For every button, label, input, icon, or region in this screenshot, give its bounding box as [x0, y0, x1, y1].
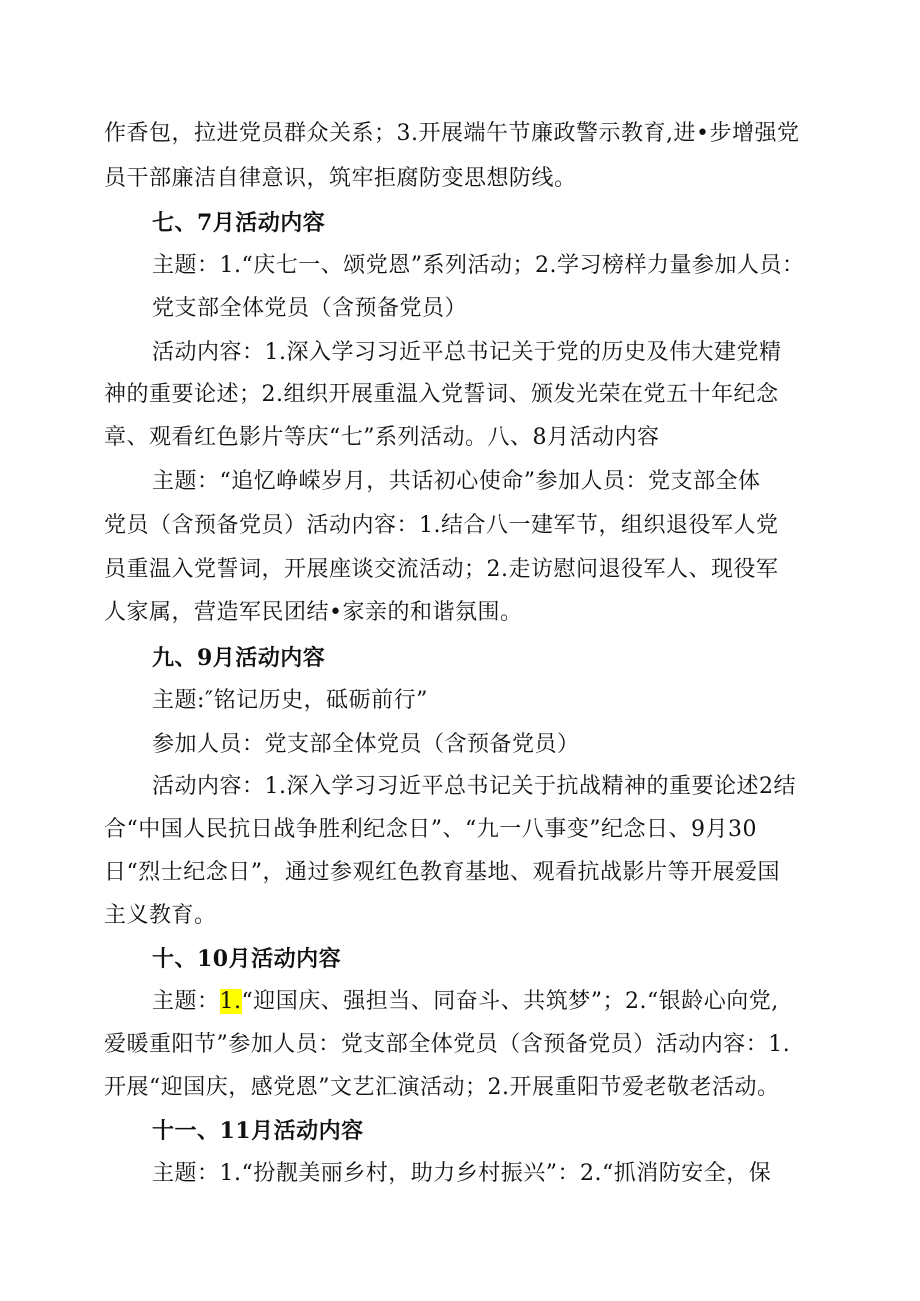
paragraph-line: 作香包，拉进党员群众关系；3.开展端午节廉政警示教育,进•步增强党	[104, 121, 800, 146]
paragraph-line: 参加人员：党支部全体党员（含预备党员）	[152, 732, 580, 757]
paragraph-line: 主题：1.“庆七一、颂党恩”系列活动；2.学习榜样力量参加人员：	[152, 253, 805, 278]
paragraph-line: 主题:″铭记历史，砥砺前行”	[152, 688, 428, 713]
paragraph-line: 党员（含预备党员）活动内容：1.结合八一建军节，组织退役军人党	[104, 513, 779, 538]
section-heading-september: 九、9月活动内容	[152, 645, 326, 671]
paragraph-line: 员干部廉洁自律意识，筑牢拒腐防变思想防线。	[104, 166, 577, 191]
paragraph-line: 人家属，营造军民团结•家亲的和谐氛围。	[104, 600, 523, 625]
paragraph-line: 日“烈士纪念日”，通过参观红色教育基地、观看抗战影片等开展爱国	[104, 860, 780, 885]
paragraph-line: 神的重要论述；2.组织开展重温入党誓词、颁发光荣在党五十年纪念	[104, 382, 779, 407]
section-heading-november: 十一、11月活动内容	[152, 1118, 364, 1144]
section-heading-july: 七、7月活动内容	[152, 210, 326, 236]
paragraph-line: 主题：1.“扮靓美丽乡村，助力乡村振兴”：2.“抓消防安全，保	[152, 1161, 772, 1186]
paragraph-line: 活动内容：1.深入学习习近平总书记关于抗战精神的重要论述2结	[152, 774, 796, 799]
paragraph-line-with-highlight	[152, 985, 779, 1019]
theme-text: “迎国庆、强担当、同奋斗、共筑梦”；2.“银龄心向党,	[241, 989, 779, 1014]
paragraph-line: 党支部全体党员（含预备党员）	[152, 296, 468, 321]
paragraph-line: 员重温入党誓词，开展座谈交流活动；2.走访慰问退役军人、现役军	[104, 557, 779, 582]
paragraph-line: 爱暖重阳节”参加人员：党支部全体党员（含预备党员）活动内容：1.	[104, 1032, 791, 1057]
paragraph-line: 章、观看红色影片等庆“七”系列活动。八、8月活动内容	[104, 425, 660, 450]
paragraph-line: 合“中国人民抗日战争胜利纪念日”、“九一八事变”纪念日、9月30	[104, 817, 757, 842]
highlighted-number: 1.	[219, 989, 242, 1014]
section-heading-october: 十、10月活动内容	[152, 946, 342, 972]
theme-label: 主题：	[152, 989, 220, 1014]
paragraph-line: 主题：“追忆峥嵘岁月，共话初心使命”参加人员：党支部全体	[152, 469, 761, 494]
paragraph-line: 活动内容：1.深入学习习近平总书记关于党的历史及伟大建党精	[152, 340, 782, 365]
paragraph-line: 开展“迎国庆，感党恩”文艺汇演活动；2.开展重阳节爱老敬老活动。	[104, 1075, 780, 1100]
paragraph-line: 主义教育。	[104, 903, 217, 928]
